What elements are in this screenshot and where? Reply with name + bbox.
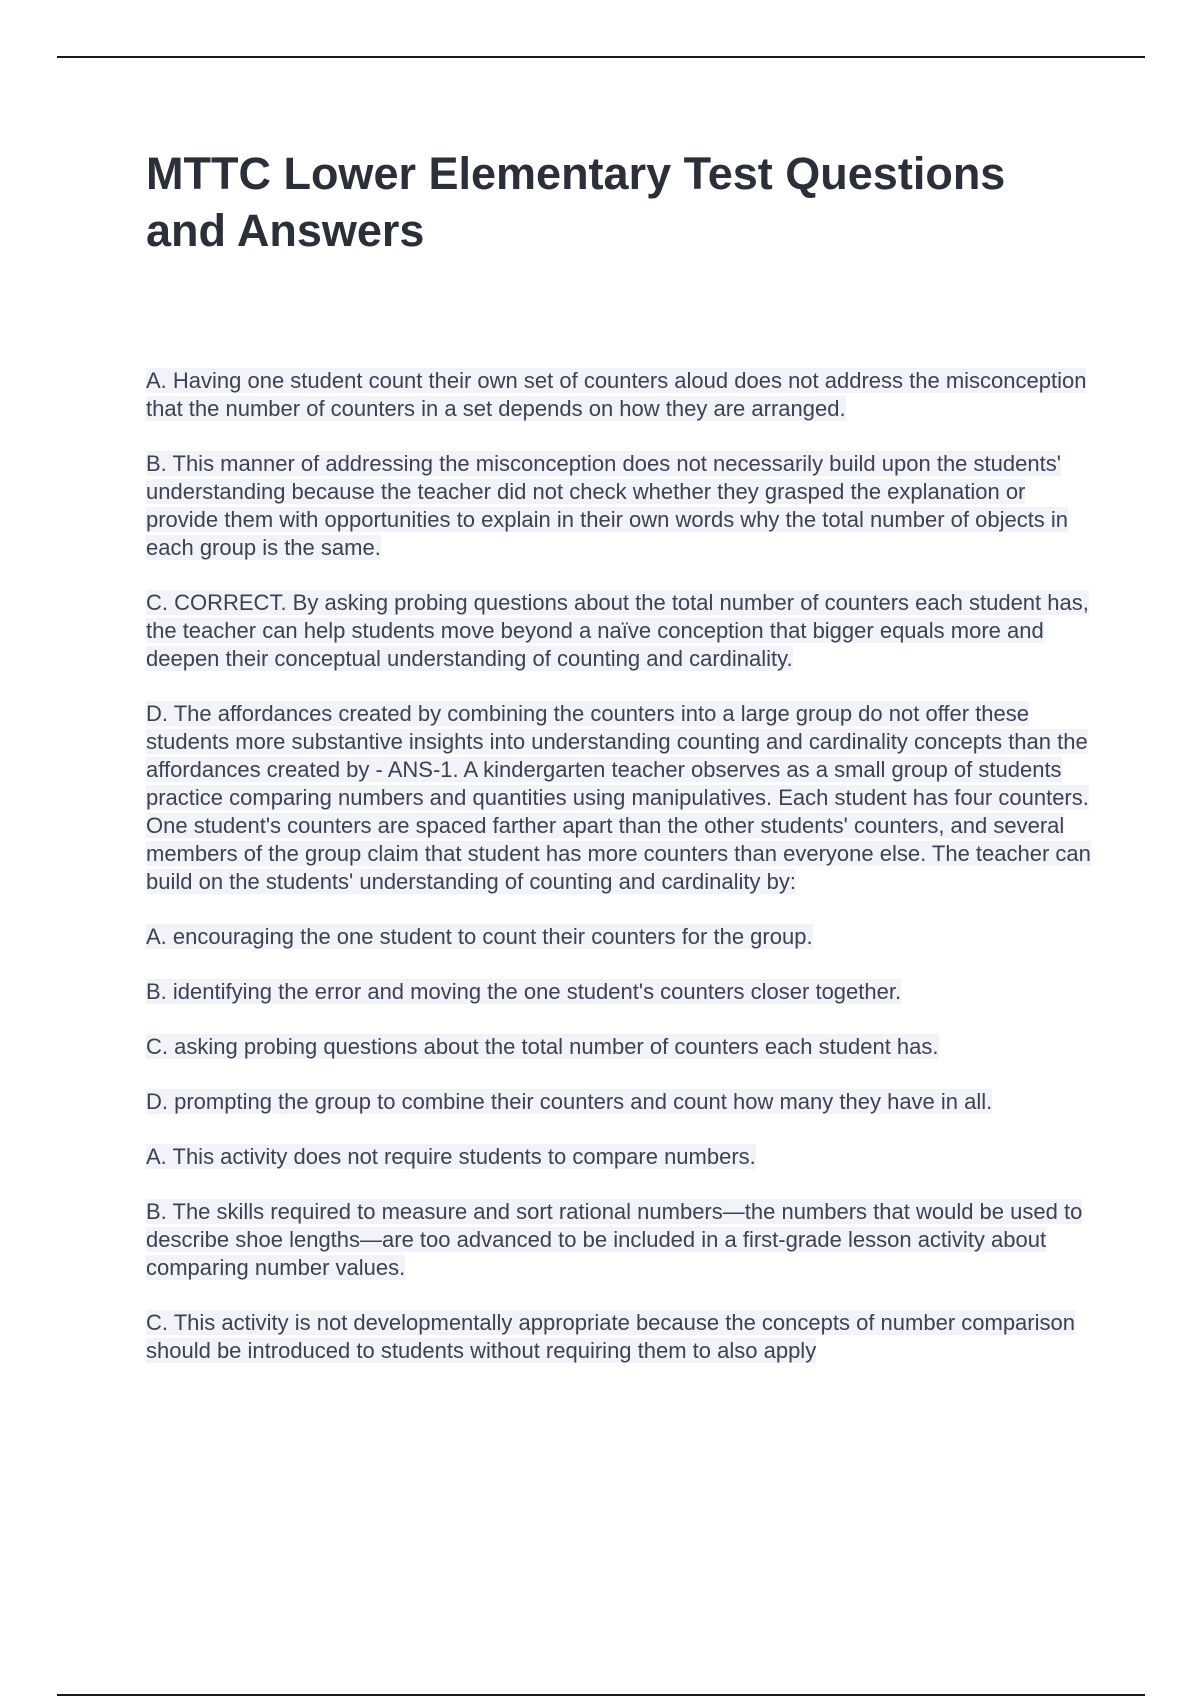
- paragraph-text: B. This manner of addressing the misconception does not necessarily build upon the students' understanding because the teacher did not check whether they grasped the explanation or provide them with opportunities to explain in their own words why the total number of objects in each group is the same.: [146, 451, 1069, 560]
- paragraph: [146, 1033, 1096, 1061]
- paragraph: [146, 367, 1096, 423]
- paragraph-text: A. encouraging the one student to count their counters for the group.: [146, 924, 813, 949]
- paragraph-text: C. CORRECT. By asking probing questions about the total number of counters each student has, the teacher can help students move beyond a naïve conception that bigger equals more and deepen their conceptual understanding of counting and cardinality.: [146, 590, 1089, 671]
- paragraph-text: A. This activity does not require students to compare numbers.: [146, 1144, 756, 1169]
- paragraph-text: B. identifying the error and moving the one student's counters closer together.: [146, 979, 902, 1004]
- paragraph: [146, 978, 1096, 1006]
- paragraph-text: C. This activity is not developmentally appropriate because the concepts of number comparison should be introduced to students without requiring them to also apply: [146, 1310, 1075, 1363]
- paragraph-text: C. asking probing questions about the total number of counters each student has.: [146, 1034, 939, 1059]
- document-title: MTTC Lower Elementary Test Questions and Answers: [146, 148, 1006, 256]
- paragraph-text: B. The skills required to measure and sort rational numbers—the numbers that would be used to describe shoe lengths—are too advanced to be included in a first-grade lesson activity about comparing number values.: [146, 1199, 1083, 1280]
- paragraph-text: A. Having one student count their own set of counters aloud does not address the misconception that the number of counters in a set depends on how they are arranged.: [146, 368, 1087, 421]
- paragraph: [146, 1143, 1096, 1171]
- paragraph: [146, 1309, 1096, 1365]
- paragraph: [146, 450, 1096, 562]
- paragraph: [146, 1198, 1096, 1282]
- paragraph-text: D. The affordances created by combining the counters into a large group do not offer these students more substantive insights into understanding counting and cardinality concepts than the affordances created by - ANS-1. A kindergarten teacher observes as a small group of students practice comparing numbers and quantities using manipulatives. Each student has four counters. One student's counters are spaced farther apart than the other students' counters, and several members of the group claim that student has more counters than everyone else. The teacher can build on the students' understanding of counting and cardinality by:: [146, 701, 1091, 894]
- paragraph: [146, 700, 1096, 896]
- paragraph: [146, 589, 1096, 673]
- document-body: [146, 367, 1096, 1392]
- paragraph: [146, 923, 1096, 951]
- top-rule: [57, 56, 1145, 58]
- paragraph: [146, 1088, 1096, 1116]
- paragraph-text: D. prompting the group to combine their counters and count how many they have in all.: [146, 1089, 993, 1114]
- bottom-rule: [57, 1694, 1145, 1696]
